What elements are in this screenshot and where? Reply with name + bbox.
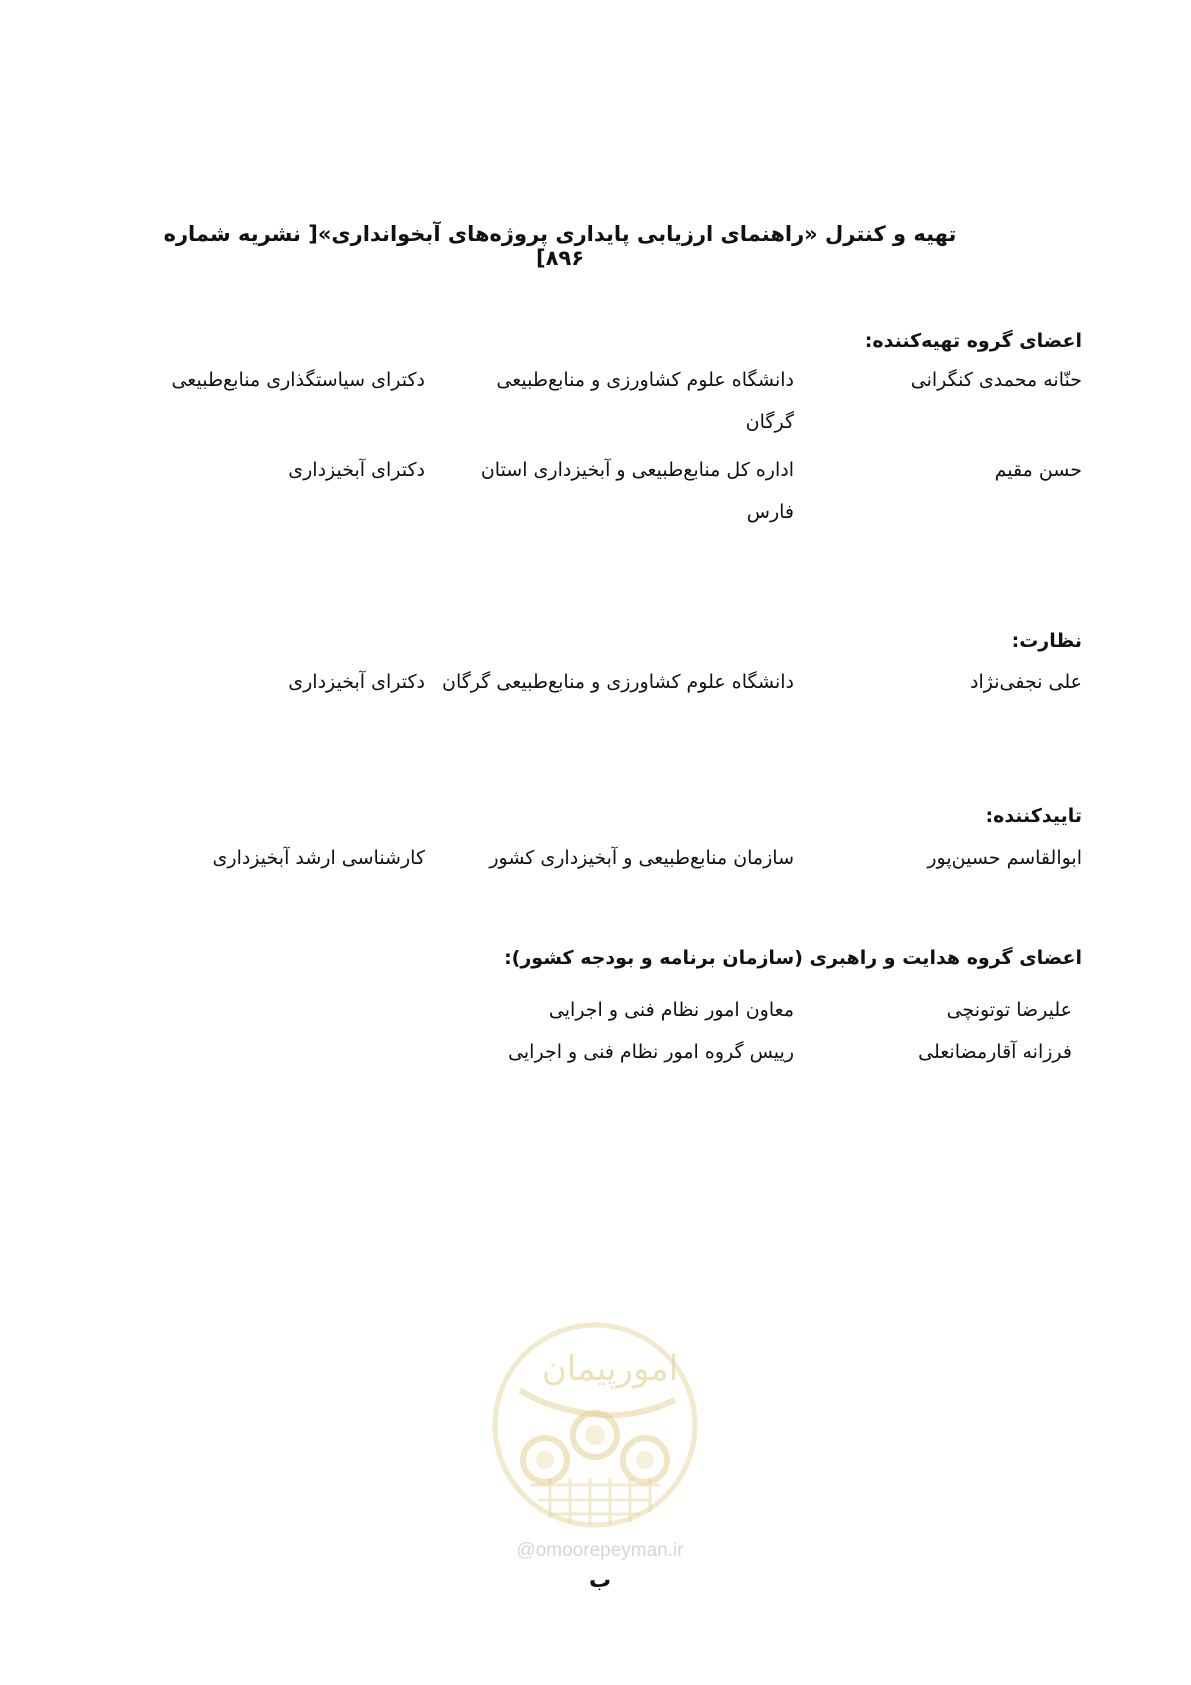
preparers-heading: اعضای گروه تهیه‌کننده: — [864, 330, 1082, 352]
leadership-heading: اعضای گروه هدایت و راهبری (سازمان برنامه و بودجه کشور): — [504, 947, 1082, 969]
preparer-name: حسن مقیم — [994, 459, 1082, 481]
supervision-heading: نظارت: — [1011, 630, 1082, 652]
supervisor-degree: دکترای آبخیزداری — [288, 671, 425, 693]
leader-name: علیرضا توتونچی — [946, 999, 1072, 1021]
supervisor-name: علی نجفی‌نژاد — [969, 671, 1082, 693]
preparer-organization: دانشگاه علوم کشاورزی و منابع‌طبیعی گرگان — [496, 369, 794, 433]
supervisor-organization: دانشگاه علوم کشاورزی و منابع‌طبیعی گرگان — [442, 671, 794, 693]
approver-degree: کارشناسی ارشد آبخیزداری — [212, 847, 425, 869]
watermark-logo — [490, 1320, 700, 1530]
document-title: تهیه و کنترل «راهنمای ارزیابی پایداری پروژه‌های آبخوانداری»[ نشریه شماره ۸۹۶] — [163, 222, 957, 270]
leader-role: رییس گروه امور نظام فنی و اجرایی — [508, 1041, 794, 1063]
approver-organization: سازمان منابع‌طبیعی و آبخیزداری کشور — [489, 847, 794, 869]
preparer-degree: دکترای آبخیزداری — [288, 459, 425, 481]
page-number: ب — [588, 1568, 612, 1593]
watermark-caption: @omoorepeyman.ir — [516, 1540, 684, 1561]
preparer-degree: دکترای سیاستگذاری منابع‌طبیعی — [171, 369, 425, 391]
approver-name: ابوالقاسم حسین‌پور — [927, 847, 1082, 869]
leader-role: معاون امور نظام فنی و اجرایی — [548, 999, 794, 1021]
preparer-name: حنّانه محمدی کنگرانی — [910, 369, 1082, 391]
watermark-logo-text: امورپیمان — [541, 1349, 679, 1389]
approver-heading: تاییدکننده: — [985, 805, 1082, 827]
leader-name: فرزانه آقارمضانعلی — [918, 1041, 1072, 1063]
preparer-organization: اداره کل منابع‌طبیعی و آبخیزداری استان فارس — [480, 459, 794, 523]
